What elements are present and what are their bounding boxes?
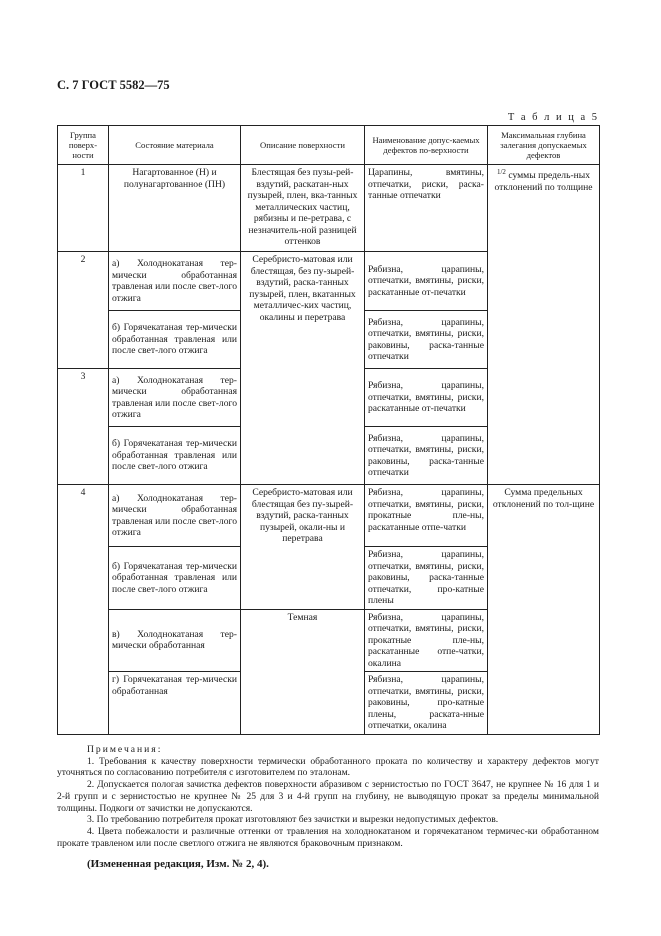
allowed-defects: Рябизна, царапины, отпечатки, вмятины, риски, раковины, раска-танные отпечатки, про-катные плены — [365, 547, 488, 610]
table-row — [58, 485, 600, 547]
allowed-defects: Рябизна, царапины, отпечатки, вмятины, риски, раковины, про-катные плены, раската-нные отпечатки, окалина — [365, 672, 488, 735]
col-header-group: Группа поверх-ности — [58, 126, 109, 165]
table-row — [58, 165, 600, 252]
notes-section — [57, 744, 599, 849]
note-1: 1. Требования к качеству поверхности термически обработанного проката по количеству и характеру дефектов могут уточняться по согласованию потребителя с изготовителем по эталонам. — [57, 755, 599, 779]
page-header: С. 7 ГОСТ 5582—75 — [57, 78, 170, 92]
group-number: 3 — [58, 369, 109, 485]
material-state: б) Горячекатаная тер-мически обработанная травленая или после свет-лого отжига — [109, 427, 241, 485]
col-header-state: Состояние материала — [109, 126, 241, 165]
allowed-defects: Рябизна, царапины, отпечатки, вмятины, риски, раковины, раска-танные отпечатки — [365, 427, 488, 485]
material-state: а) Холоднокатаная тер-мически обработанная травленая или после свет-лого отжига — [109, 485, 241, 547]
material-state: в) Холоднокатаная тер-мически обработанная — [109, 609, 241, 672]
allowed-defects: Рябизна, царапины, отпечатки, вмятины, риски, раковины, раска-танные отпечатки — [365, 311, 488, 369]
surface-description: Серебристо-матовая или блестящая, без пу-зырей-вздутий, раска-танных пузырей, плен, вкатанных металличес-ких частиц, окалины и перетрава — [241, 252, 365, 485]
table-caption: Т а б л и ц а 5 — [507, 112, 599, 123]
allowed-defects: Рябизна, царапины, отпечатки, вмятины, риски, раскатанные от-печатки — [365, 252, 488, 311]
allowed-defects: Рябизна, царапины, отпечатки, вмятины, риски, раскатанные от-печатки — [365, 369, 488, 427]
surface-description: Темная — [241, 609, 365, 734]
notes-title: Примечания: — [87, 744, 163, 755]
max-depth-lower: Сумма предельных отклонений по тол-щине — [488, 485, 600, 735]
surface-description: Серебристо-матовая или блестящая без пу-зырей-вздутий, раска-танных пузырей, окали-ны и перетрава — [241, 485, 365, 610]
group-number: 1 — [58, 165, 109, 252]
material-state: а) Холоднокатаная тер-мически обработанная травленая или после свет-лого отжига — [109, 252, 241, 311]
col-header-depth: Максимальная глубина залегания допускаемых дефектов — [488, 126, 600, 165]
surface-description: Блестящая без пузы-рей-вздутий, раскатан-ных пузырей, плен, вка-танных металлических частиц, рябизны и пе-ретрава, с незначитель-ной разницей оттенков — [241, 165, 365, 252]
allowed-defects: Царапины, вмятины, отпечатки, риски, раска-танные отпечатки — [365, 165, 488, 252]
group-number: 2 — [58, 252, 109, 369]
depth-fraction: 1/2 — [496, 168, 506, 176]
table-header-row — [58, 126, 600, 165]
material-state: г) Горячекатаная тер-мически обработанная — [109, 672, 241, 735]
material-state: б) Горячекатаная тер-мически обработанная травленая или после свет-лого отжига — [109, 311, 241, 369]
col-header-defects: Наименование допус-каемых дефектов по-верхности — [365, 126, 488, 165]
note-3: 3. По требованию потребителя прокат изготовляют без зачистки и вырезки недопустимых дефектов. — [87, 814, 499, 826]
material-state: а) Холоднокатаная тер-мически обработанная травленая или после свет-лого отжига — [109, 369, 241, 427]
max-depth-upper — [488, 165, 600, 485]
allowed-defects: Рябизна, царапины, отпечатки, вмятины, риски, прокатные пле-ны, раскатанные отпе-чатки — [365, 485, 488, 547]
depth-text: суммы предель-ных отклонений по толщине — [494, 170, 593, 193]
defects-table — [57, 125, 600, 735]
amendment-note: (Измененная редакция, Изм. № 2, 4). — [87, 858, 269, 870]
group-number: 4 — [58, 485, 109, 735]
note-2: 2. Допускается пологая зачистка дефектов поверхности абразивом с зернистостью по ГОСТ 3647, не крупнее № 16 для 1 и 2-й групп и с зернистостью не крупнее № 25 для 3 и 4-й групп на глубину, не выводящую прокат за пределы минимальной толщины. Подкоги от зачистки не допускаются. — [57, 779, 599, 814]
allowed-defects: Рябизна, царапины, отпечатки, вмятины, риски, прокатные пле-ны, раскатанные отпе-чатки, окалина — [365, 609, 488, 672]
material-state: б) Горячекатаная тер-мически обработанная травленая или после свет-лого отжига — [109, 547, 241, 610]
col-header-surface: Описание поверхности — [241, 126, 365, 165]
material-state: Нагартованное (Н) и полунагартованное (ПН) — [109, 165, 241, 252]
note-4: 4. Цвета побежалости и различные оттенки от травления на холоднокатаном и горячекатаном термичес-ки обработанном прокате травленом или после светлого отжига не являются браковочным признаком. — [57, 825, 599, 849]
